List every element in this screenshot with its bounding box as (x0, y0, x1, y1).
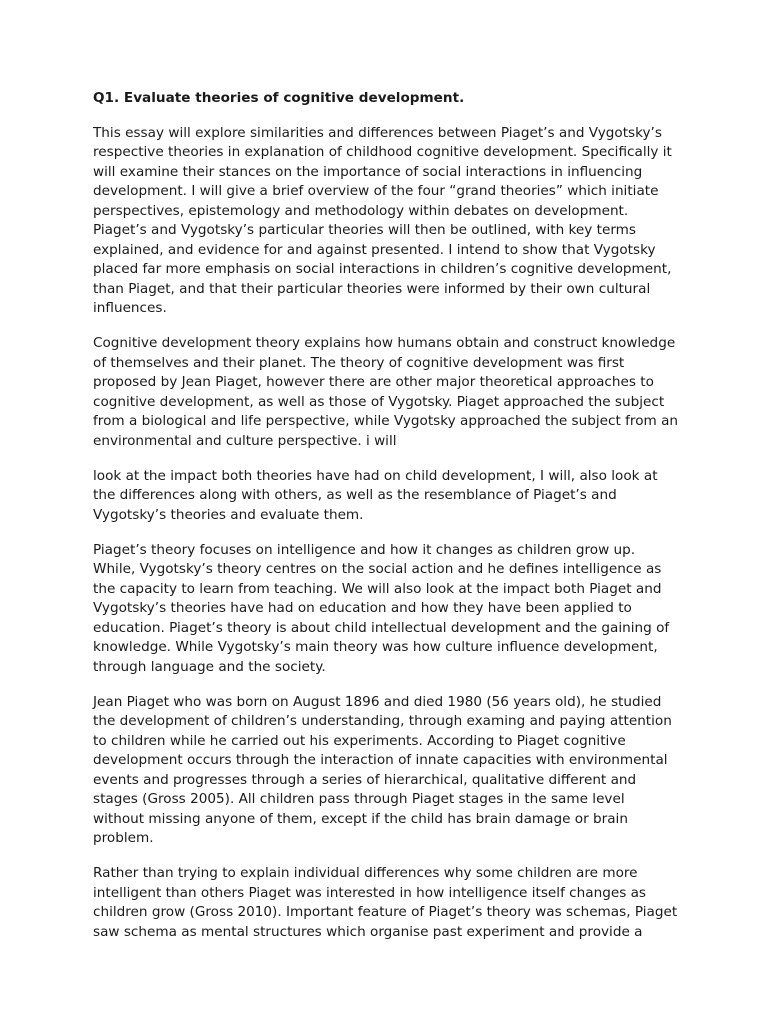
paragraph-comparison: Piaget’s theory focuses on intelligence and how it changes as children grow up. While, Vygotsky’s theory centres on the social action and he defines intelligence as the capacity to learn from teaching. We will also look at the impact both Piaget and Vygotsky’s theories have had on education and how they have been applied to education. Piaget’s theory is about child intellectual development and the gaining of knowledge. While Vygotsky’s main theory was how culture influence development, through language and the society. (93, 541, 670, 675)
paragraph-schemas: Rather than trying to explain individual differences why some children are more intelligent than others Piaget was interested in how intelligence itself changes as children grow (Gross 2010). Important feature of Piaget’s theory was schemas, Piaget saw schema as mental structures which organise past experiment and provide a (93, 865, 678, 940)
document-body (93, 89, 679, 958)
document-title: Q1. Evaluate theories of cognitive development. (93, 90, 465, 106)
paragraph-intro: This essay will explore similarities and differences between Piaget’s and Vygotsky’s respective theories in explanation of childhood cognitive development. Specifically it will examine their stances on the importance of social interactions in influencing development. I will give a brief overview of the four “grand theories” which initiate perspectives, epistemology and methodology within debates on development. Piaget’s and Vygotsky’s particular theories will then be outlined, with key terms explained, and evidence for and against presented. I intend to show that Vygotsky placed far more emphasis on social interactions in children’s cognitive development, than Piaget, and that their particular theories were informed by their own cultural influences. (93, 124, 672, 316)
paragraph-impact: look at the impact both theories have had on child development, I will, also look at the differences along with others, as well as the resemblance of Piaget’s and Vygotsky’s theories and evaluate them. (93, 467, 658, 523)
paragraph-cognitive-theory: Cognitive development theory explains how humans obtain and construct knowledge of themselves and their planet. The theory of cognitive development was first proposed by Jean Piaget, however there are other major theoretical approaches to cognitive development, as well as those of Vygotsky. Piaget approached the subject from a biological and life perspective, while Vygotsky approached the subject from an environmental and culture perspective. i will (93, 335, 679, 449)
paragraph-piaget-bio: Jean Piaget who was born on August 1896 and died 1980 (56 years old), he studied the development of children’s understanding, through examing and paying attention to children while he carried out his experiments. According to Piaget cognitive development occurs through the interaction of innate capacities with environmental events and progresses through a series of hierarchical, qualitative different and stages (Gross 2005). All children pass through Piaget stages in the same level without missing anyone of them, except if the child has brain damage or brain problem. (93, 693, 672, 846)
